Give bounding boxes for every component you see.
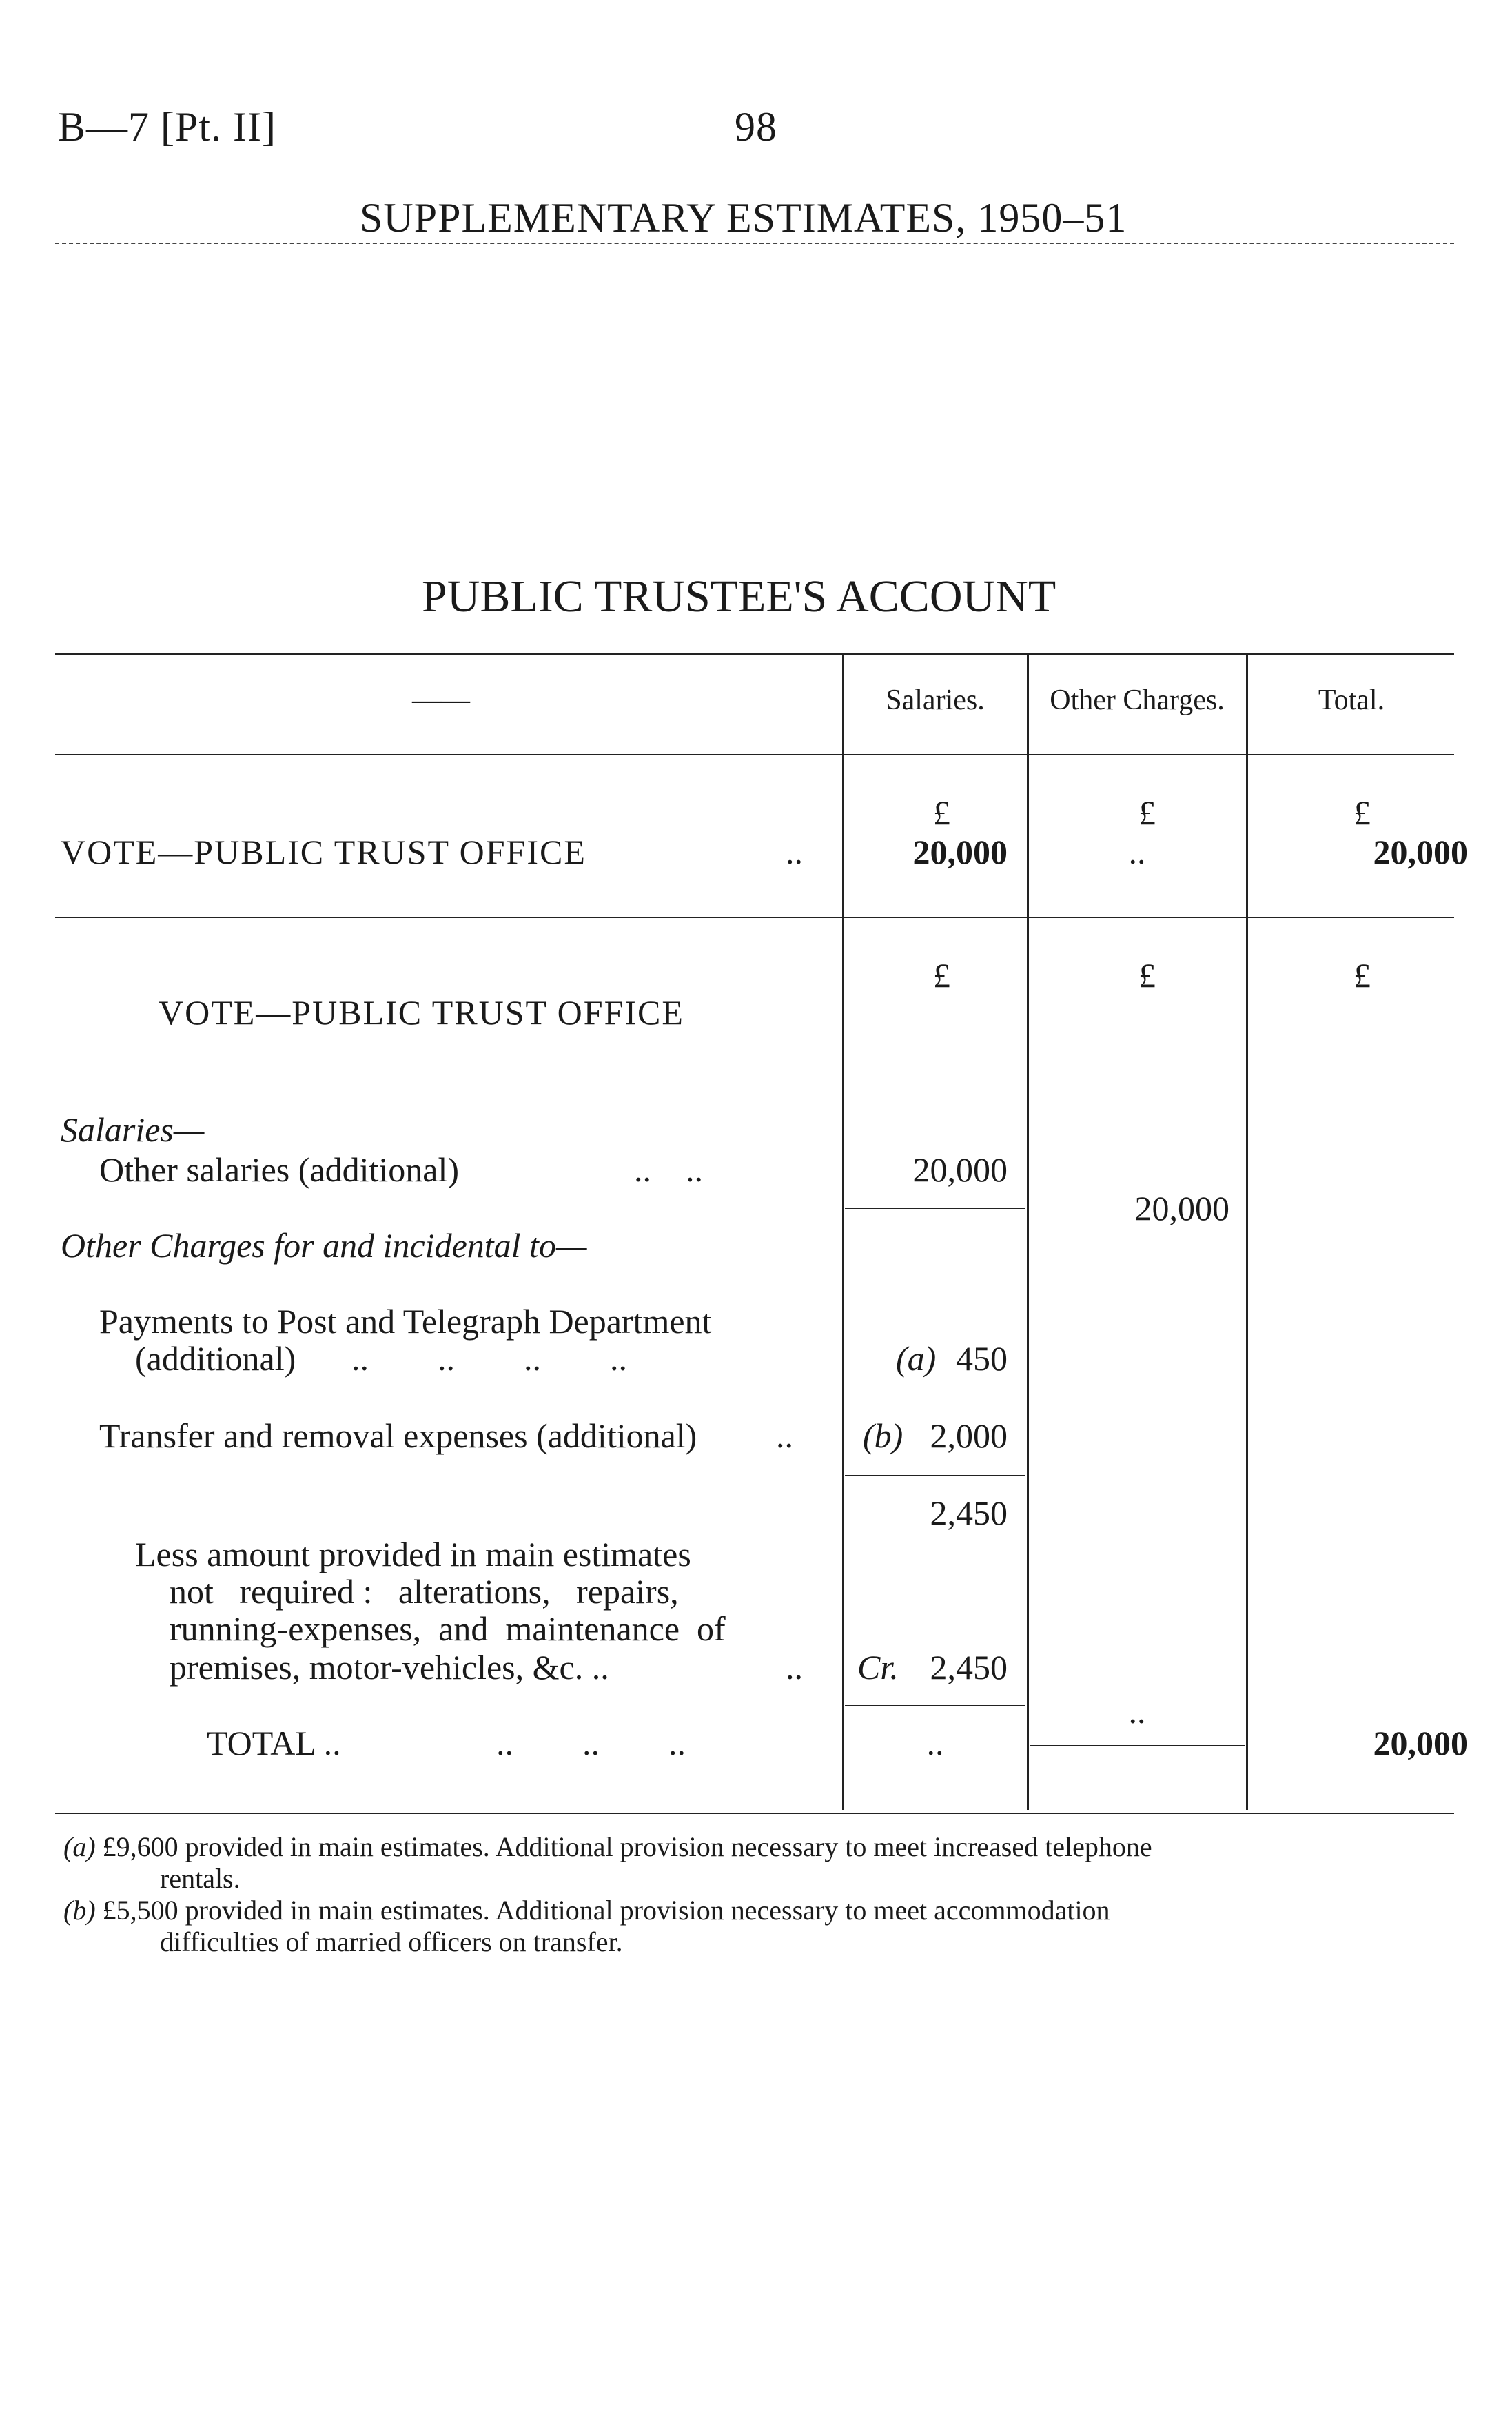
charges-sum-value: 2,450 [930,1494,1008,1532]
salaries-subtotal-rule [845,1208,1025,1209]
other-salaries-value: 20,000 [912,1150,1008,1189]
other-total-dots: .. [1128,1692,1146,1731]
summary-salaries: 20,000 [912,833,1008,871]
net-salaries-rule [845,1705,1025,1706]
detail-heading: VOTE—PUBLIC TRUST OFFICE [159,993,684,1032]
summary-currency-total: £ [1353,793,1371,832]
total-salaries: .. [926,1724,944,1762]
footnote-b-cont: difficulties of married officers on transfer. [160,1926,623,1957]
col-rule-1 [842,655,844,1810]
post-leader: .. .. .. .. [351,1339,627,1378]
grand-total: 20,000 [1373,1724,1468,1762]
other-total-rule [1030,1745,1245,1746]
other-salaries-leader: .. .. [634,1150,703,1189]
transfer-leader: .. [776,1416,793,1455]
other-charges-subtotal: 20,000 [1134,1189,1229,1227]
post-line-1: Payments to Post and Telegraph Department [99,1302,712,1341]
col-head-salaries: Salaries. [886,684,985,716]
less-leader: .. [786,1648,803,1687]
post-note: (a) [896,1339,937,1378]
summary-total: 20,000 [1373,833,1468,871]
other-charges-heading: Other Charges for and incidental to— [61,1226,587,1265]
footnote-a-line1: £9,600 provided in main estimates. Additional provision necessary to meet increased telephone [102,1831,1152,1862]
less-prefix: Cr. [857,1648,899,1687]
summary-currency-other: £ [1138,793,1156,832]
less-value: 2,450 [930,1648,1008,1687]
footnote-b [63,1894,1469,1926]
col-head-first: —— [412,684,470,716]
charges-sum-rule [845,1475,1025,1476]
page-number: 98 [735,104,777,150]
footnote-a-cont: rentals. [160,1863,241,1894]
post-line-2: (additional) [135,1339,296,1378]
header-rule [55,243,1454,244]
post-value: 450 [956,1339,1008,1378]
summary-label: VOTE—PUBLIC TRUST OFFICE [61,833,586,871]
total-label: TOTAL .. [207,1724,341,1762]
footnote-a [63,1831,1469,1863]
total-leader: .. .. .. [496,1724,686,1762]
col-rule-3 [1246,655,1248,1810]
detail-currency-other: £ [1138,956,1156,995]
col-rule-2 [1027,655,1029,1810]
col-head-total: Total. [1318,684,1385,716]
summary-currency-salaries: £ [933,793,950,832]
less-line-4: premises, motor-vehicles, &c. .. [170,1648,609,1687]
other-salaries-label: Other salaries (additional) [99,1150,460,1189]
detail-currency-salaries: £ [933,956,950,995]
less-line-3: running-expenses, and maintenance of [170,1609,726,1648]
transfer-value: 2,000 [930,1416,1008,1455]
footnote-b-line1: £5,500 provided in main estimates. Additional provision necessary to meet accommodation [102,1895,1110,1926]
summary-leader: .. [786,833,803,871]
less-line-2: not required : alterations, repairs, [170,1572,679,1611]
footnote-b-mark: (b) [63,1895,96,1926]
table-bottom-rule [55,1813,1454,1814]
detail-currency-total: £ [1353,956,1371,995]
footnote-a-mark: (a) [63,1831,96,1862]
transfer-note: (b) [863,1416,903,1455]
table-top-rule [55,653,1454,655]
summary-other: .. [1128,833,1146,871]
less-line-1: Less amount provided in main estimates [135,1535,691,1573]
transfer-label: Transfer and removal expenses (additional) [99,1416,697,1455]
header-bottom-rule [55,754,1454,755]
page-ref: B—7 [Pt. II] [58,104,276,150]
summary-bottom-rule [55,917,1454,918]
salaries-heading: Salaries— [61,1110,205,1149]
col-head-other: Other Charges. [1050,684,1225,716]
page-title: PUBLIC TRUSTEE'S ACCOUNT [422,571,1056,622]
running-title: SUPPLEMENTARY ESTIMATES, 1950–51 [360,195,1127,241]
